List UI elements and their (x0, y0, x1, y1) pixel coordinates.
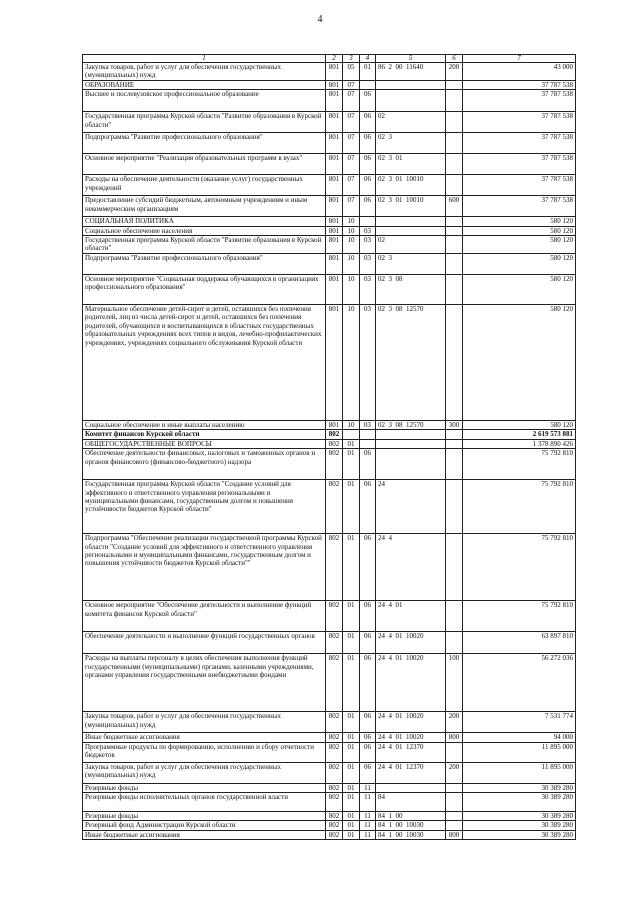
row-target-code (376, 430, 446, 439)
row-amount: 37 787 538 (463, 90, 576, 112)
row-amount: 30 389 280 (463, 821, 576, 830)
row-expense-type (446, 449, 463, 480)
row-subsection-code (360, 217, 376, 226)
row-amount: 580 120 (463, 421, 576, 430)
row-subsection-code: 06 (360, 742, 376, 762)
row-admin-code: 801 (326, 236, 343, 254)
row-expense-type (446, 236, 463, 254)
row-name-cell: Резервные фонды (83, 812, 326, 821)
row-expense-type: 200 (446, 712, 463, 733)
row-name-cell: Резервный фонд Администрации Курской области (83, 821, 326, 830)
row-admin-code: 802 (326, 783, 343, 792)
table-row (83, 632, 576, 654)
row-name-cell: Государственная программа Курской области "Развитие образования в Курской области" (83, 236, 326, 254)
row-section-code: 07 (343, 90, 360, 112)
row-section-code: 07 (343, 112, 360, 133)
row-name-cell: Высшее и послевузовское профессиональное образование (83, 90, 326, 112)
row-target-code: 24 (376, 480, 446, 534)
row-target-code: 02 3 01 10010 (376, 196, 446, 217)
row-subsection-code: 06 (360, 90, 376, 112)
row-expense-type (446, 175, 463, 196)
row-target-code (376, 80, 446, 89)
row-admin-code: 801 (326, 305, 343, 421)
row-subsection-code: 06 (360, 762, 376, 783)
row-admin-code: 802 (326, 601, 343, 632)
row-amount: 30 389 280 (463, 812, 576, 821)
row-expense-type: 600 (446, 196, 463, 217)
row-subsection-code: 03 (360, 421, 376, 430)
row-target-code (376, 439, 446, 448)
table-row (83, 534, 576, 601)
row-section-code: 01 (343, 480, 360, 534)
row-section-code: 07 (343, 133, 360, 154)
row-subsection-code: 03 (360, 275, 376, 305)
row-expense-type (446, 133, 463, 154)
row-name-cell: Резервные фонды (83, 783, 326, 792)
row-section-code: 07 (343, 154, 360, 175)
row-target-code: 24 4 01 (376, 601, 446, 632)
row-amount: 30 389 280 (463, 783, 576, 792)
row-subsection-code: 11 (360, 783, 376, 792)
row-expense-type (446, 632, 463, 654)
table-row (83, 196, 576, 217)
table-row (83, 421, 576, 430)
row-section-code: 07 (343, 175, 360, 196)
row-name-cell: Основное мероприятие "Реализация образовательных программ в вузах" (83, 154, 326, 175)
row-expense-type: 200 (446, 63, 463, 81)
row-target-code: 02 (376, 112, 446, 133)
row-section-code: 10 (343, 226, 360, 235)
table-row (83, 63, 576, 81)
row-subsection-code: 06 (360, 534, 376, 601)
row-name-cell: СОЦИАЛЬНАЯ ПОЛИТИКА (83, 217, 326, 226)
row-name-cell: Программные продукты по формированию, исполнению и сбору отчетности бюджетов (83, 742, 326, 762)
row-amount: 43 000 (463, 63, 576, 81)
table-row (83, 830, 576, 839)
row-name-cell: Подпрограмма "Развитие профессионального образования" (83, 254, 326, 275)
row-section-code: 01 (343, 821, 360, 830)
row-admin-code: 802 (326, 534, 343, 601)
row-expense-type (446, 154, 463, 175)
row-name-cell: Социальное обеспечение населения (83, 226, 326, 235)
row-subsection-code: 06 (360, 601, 376, 632)
table-row (83, 439, 576, 448)
row-target-code: 02 3 (376, 133, 446, 154)
row-section-code: 01 (343, 601, 360, 632)
row-amount: 37 787 538 (463, 196, 576, 217)
row-section-code: 10 (343, 421, 360, 430)
row-subsection-code: 06 (360, 449, 376, 480)
row-subsection-code: 06 (360, 133, 376, 154)
header-cell: 4 (360, 55, 376, 63)
row-admin-code: 802 (326, 449, 343, 480)
table-row (83, 430, 576, 439)
row-amount: 63 897 810 (463, 632, 576, 654)
row-expense-type: 300 (446, 421, 463, 430)
header-cell: 6 (446, 55, 463, 63)
table-row (83, 275, 576, 305)
row-amount: 37 787 538 (463, 175, 576, 196)
row-amount: 30 389 280 (463, 793, 576, 812)
row-subsection-code: 06 (360, 196, 376, 217)
row-section-code: 01 (343, 793, 360, 812)
row-admin-code: 802 (326, 712, 343, 733)
row-name-cell: Расходы на выплаты персоналу в целях обеспечения выполнения функций государственными (муниципальными) органами, казенными учреждениями, органами управления государственными внебюджетными фондами (83, 654, 326, 712)
table-row (83, 226, 576, 235)
table-row (83, 80, 576, 89)
table-row (83, 254, 576, 275)
row-section-code: 01 (343, 712, 360, 733)
row-section-code: 01 (343, 632, 360, 654)
row-subsection-code: 11 (360, 812, 376, 821)
row-target-code (376, 783, 446, 792)
table-row (83, 175, 576, 196)
row-admin-code: 801 (326, 217, 343, 226)
row-target-code: 24 4 01 12370 (376, 762, 446, 783)
row-target-code: 84 1 00 10030 (376, 821, 446, 830)
header-cell: 3 (343, 55, 360, 63)
row-subsection-code (360, 439, 376, 448)
table-row (83, 90, 576, 112)
row-subsection-code: 06 (360, 112, 376, 133)
row-admin-code: 802 (326, 821, 343, 830)
row-section-code: 10 (343, 275, 360, 305)
row-name-cell: Подпрограмма "Развитие профессионального образования" (83, 133, 326, 154)
row-expense-type (446, 793, 463, 812)
row-amount: 580 120 (463, 226, 576, 235)
row-admin-code: 802 (326, 439, 343, 448)
row-expense-type (446, 217, 463, 226)
row-amount: 37 787 538 (463, 112, 576, 133)
row-expense-type (446, 821, 463, 830)
row-subsection-code: 03 (360, 226, 376, 235)
row-name-cell: Материальное обеспечение детей-сирот и детей, оставшихся без попечения родителей, лиц из числа детей-сирот и детей, оставшихся без попечения родителей, обучающихся и воспитывающихся в областных государственных образовательных учреждениях всех типов и видов, лечебно-профилактических учреждениях, учреждениях социального обслуживания Курской области (83, 305, 326, 421)
row-target-code (376, 226, 446, 235)
row-subsection-code (360, 80, 376, 89)
row-amount: 11 895 000 (463, 742, 576, 762)
row-target-code: 24 4 01 10020 (376, 632, 446, 654)
table-row (83, 305, 576, 421)
row-target-code (376, 449, 446, 480)
row-expense-type (446, 112, 463, 133)
row-expense-type: 800 (446, 733, 463, 742)
row-target-code: 02 3 01 (376, 154, 446, 175)
row-admin-code: 802 (326, 812, 343, 821)
table-row (83, 480, 576, 534)
row-name-cell: Комитет финансов Курской области (83, 430, 326, 439)
row-expense-type: 800 (446, 830, 463, 839)
row-target-code: 24 4 01 10020 (376, 712, 446, 733)
row-target-code: 02 3 08 12570 (376, 305, 446, 421)
row-target-code (376, 90, 446, 112)
row-name-cell: Социальное обеспечение и иные выплаты населению (83, 421, 326, 430)
row-expense-type (446, 480, 463, 534)
row-section-code: 01 (343, 742, 360, 762)
row-section-code: 01 (343, 733, 360, 742)
row-target-code: 86 2 00 11640 (376, 63, 446, 81)
row-subsection-code: 06 (360, 733, 376, 742)
row-name-cell: ОБЩЕГОСУДАРСТВЕННЫЕ ВОПРОСЫ (83, 439, 326, 448)
row-amount: 580 120 (463, 217, 576, 226)
table-row (83, 733, 576, 742)
row-expense-type (446, 534, 463, 601)
row-name-cell: Расходы на обеспечение деятельности (оказание услуг) государственных учреждений (83, 175, 326, 196)
row-admin-code: 802 (326, 762, 343, 783)
row-amount: 7 531 774 (463, 712, 576, 733)
row-admin-code: 802 (326, 830, 343, 839)
row-subsection-code: 06 (360, 654, 376, 712)
table-row (83, 762, 576, 783)
row-subsection-code: 11 (360, 830, 376, 839)
row-target-code: 24 4 (376, 534, 446, 601)
row-expense-type (446, 90, 463, 112)
row-target-code: 24 4 01 10020 (376, 654, 446, 712)
row-amount: 56 272 036 (463, 654, 576, 712)
row-subsection-code: 06 (360, 480, 376, 534)
header-cell: 7 (463, 55, 576, 63)
header-cell: 5 (376, 55, 446, 63)
table-row (83, 112, 576, 133)
row-section-code: 07 (343, 196, 360, 217)
row-name-cell: Основное мероприятие "Социальная поддержка обучающихся в организациях профессионального образования" (83, 275, 326, 305)
row-amount: 580 120 (463, 275, 576, 305)
row-section-code: 07 (343, 80, 360, 89)
row-target-code: 02 3 08 12570 (376, 421, 446, 430)
row-amount: 30 389 280 (463, 830, 576, 839)
row-subsection-code: 06 (360, 632, 376, 654)
row-amount: 2 619 573 881 (463, 430, 576, 439)
row-admin-code: 801 (326, 226, 343, 235)
row-admin-code: 801 (326, 196, 343, 217)
row-subsection-code (360, 430, 376, 439)
table-row (83, 154, 576, 175)
table-row (83, 783, 576, 792)
row-amount: 37 787 538 (463, 80, 576, 89)
row-admin-code: 801 (326, 154, 343, 175)
row-target-code (376, 217, 446, 226)
table-row (83, 821, 576, 830)
row-admin-code: 801 (326, 112, 343, 133)
row-section-code: 05 (343, 63, 360, 81)
row-expense-type (446, 439, 463, 448)
row-name-cell: ОБРАЗОВАНИЕ (83, 80, 326, 89)
row-section-code: 01 (343, 654, 360, 712)
row-subsection-code: 03 (360, 305, 376, 421)
row-section-code: 01 (343, 534, 360, 601)
row-amount: 94 000 (463, 733, 576, 742)
table-row (83, 133, 576, 154)
row-section-code: 01 (343, 439, 360, 448)
row-admin-code: 801 (326, 421, 343, 430)
row-amount: 75 792 810 (463, 534, 576, 601)
row-admin-code: 801 (326, 133, 343, 154)
row-admin-code: 801 (326, 275, 343, 305)
budget-table (82, 54, 576, 840)
row-subsection-code: 01 (360, 63, 376, 81)
table-row (83, 654, 576, 712)
row-target-code: 02 3 08 (376, 275, 446, 305)
row-section-code: 10 (343, 254, 360, 275)
table-row (83, 601, 576, 632)
row-name-cell: Закупка товаров, работ и услуг для обеспечения государственных (муниципальных) нужд (83, 762, 326, 783)
row-amount: 11 895 000 (463, 762, 576, 783)
row-amount: 37 787 538 (463, 154, 576, 175)
row-name-cell: Предоставление субсидий бюджетным, автономным учреждениям и иным некоммерческим организациям (83, 196, 326, 217)
table-row (83, 793, 576, 812)
row-subsection-code: 06 (360, 712, 376, 733)
row-expense-type (446, 275, 463, 305)
row-target-code: 02 3 (376, 254, 446, 275)
row-expense-type (446, 430, 463, 439)
row-amount: 75 792 810 (463, 480, 576, 534)
row-expense-type: 100 (446, 654, 463, 712)
row-amount: 1 378 890 426 (463, 439, 576, 448)
row-name-cell: Обеспечение деятельности и выполнение функций государственных органов (83, 632, 326, 654)
row-admin-code: 802 (326, 793, 343, 812)
row-name-cell: Государственная программа Курской области "Развитие образования в Курской области" (83, 112, 326, 133)
row-admin-code: 801 (326, 90, 343, 112)
row-target-code: 84 1 00 10030 (376, 830, 446, 839)
row-target-code: 84 1 00 (376, 812, 446, 821)
table-row (83, 217, 576, 226)
row-section-code (343, 430, 360, 439)
row-section-code: 01 (343, 830, 360, 839)
table-row (83, 742, 576, 762)
row-expense-type (446, 80, 463, 89)
row-expense-type (446, 254, 463, 275)
row-section-code: 01 (343, 812, 360, 821)
table-row (83, 236, 576, 254)
row-amount: 580 120 (463, 305, 576, 421)
row-section-code: 10 (343, 305, 360, 421)
header-cell: 2 (326, 55, 343, 63)
row-amount: 580 120 (463, 236, 576, 254)
table-header-row (83, 55, 576, 63)
row-admin-code: 802 (326, 430, 343, 439)
row-expense-type (446, 783, 463, 792)
row-subsection-code: 03 (360, 254, 376, 275)
row-admin-code: 802 (326, 632, 343, 654)
row-subsection-code: 11 (360, 793, 376, 812)
row-name-cell: Резервные фонды исполнительных органов государственной власти (83, 793, 326, 812)
table-row (83, 812, 576, 821)
row-admin-code: 802 (326, 654, 343, 712)
row-expense-type: 200 (446, 762, 463, 783)
row-expense-type (446, 601, 463, 632)
row-admin-code: 802 (326, 742, 343, 762)
row-subsection-code: 06 (360, 175, 376, 196)
row-name-cell: Закупка товаров, работ и услуг для обеспечения государственных (муниципальных) нужд (83, 63, 326, 81)
row-expense-type (446, 742, 463, 762)
row-name-cell: Иные бюджетные ассигнования (83, 733, 326, 742)
row-name-cell: Обеспечение деятельности финансовых, налоговых и таможенных органов и органов финансового (финансово-бюджетного) надзора (83, 449, 326, 480)
row-section-code: 01 (343, 449, 360, 480)
header-cell: 1 (83, 55, 326, 63)
row-name-cell: Государственная программа Курской области "Создание условий для эффективного и ответственного управления региональными и муниципальными финансами, государственным долгом и повышения устойчивости бюджетов Курской области" (83, 480, 326, 534)
row-admin-code: 801 (326, 63, 343, 81)
row-amount: 580 120 (463, 254, 576, 275)
row-name-cell: Закупка товаров, работ и услуг для обеспечения государственных (муниципальных) нужд (83, 712, 326, 733)
row-admin-code: 801 (326, 254, 343, 275)
row-section-code: 01 (343, 762, 360, 783)
row-amount: 75 792 810 (463, 449, 576, 480)
row-amount: 75 792 810 (463, 601, 576, 632)
row-name-cell: Иные бюджетные ассигнования (83, 830, 326, 839)
row-target-code: 02 3 01 10010 (376, 175, 446, 196)
row-target-code: 02 (376, 236, 446, 254)
row-admin-code: 801 (326, 175, 343, 196)
row-section-code: 10 (343, 236, 360, 254)
page-number: 4 (317, 14, 323, 25)
table-row (83, 449, 576, 480)
row-expense-type (446, 812, 463, 821)
row-expense-type (446, 226, 463, 235)
row-name-cell: Подпрограмма "Обеспечение реализации государственной программы Курской области "Создание условий для эффективного и ответственного управления региональными и муниципальными финансами, государственным долгом и повышения устойчивости бюджетов Курской области"" (83, 534, 326, 601)
row-subsection-code: 11 (360, 821, 376, 830)
row-section-code: 10 (343, 217, 360, 226)
row-admin-code: 801 (326, 80, 343, 89)
row-target-code: 24 4 01 10020 (376, 733, 446, 742)
row-section-code: 01 (343, 783, 360, 792)
row-subsection-code: 06 (360, 154, 376, 175)
table-row (83, 712, 576, 733)
row-target-code: 24 4 01 12370 (376, 742, 446, 762)
row-target-code: 84 (376, 793, 446, 812)
row-amount: 37 787 538 (463, 133, 576, 154)
row-admin-code: 802 (326, 733, 343, 742)
row-expense-type (446, 305, 463, 421)
row-admin-code: 802 (326, 480, 343, 534)
row-name-cell: Основное мероприятие "Обеспечение деятельности и выполнение функций комитета финансов Курской области" (83, 601, 326, 632)
row-subsection-code: 03 (360, 236, 376, 254)
